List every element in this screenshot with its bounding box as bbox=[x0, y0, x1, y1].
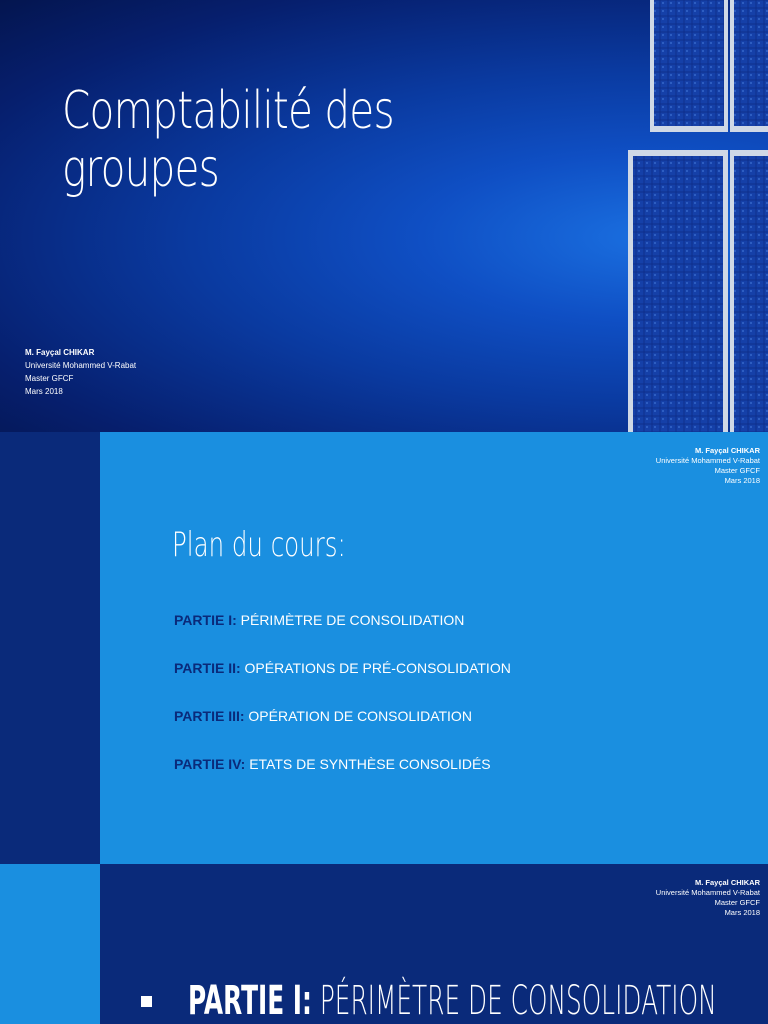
square-bullet-icon bbox=[141, 996, 152, 1007]
part-item bbox=[174, 707, 511, 725]
section-heading-text: PÉRIMÈTRE DE CONSOLIDATION bbox=[311, 978, 717, 1024]
corner-author-block bbox=[656, 446, 760, 486]
author-date: Mars 2018 bbox=[25, 387, 63, 396]
part-text: ETATS DE SYNTHÈSE CONSOLIDÉS bbox=[245, 756, 491, 772]
author-university: Université Mohammed V-Rabat bbox=[25, 361, 137, 370]
part-label: PARTIE II: bbox=[174, 660, 241, 676]
section-heading-label: PARTIE I: bbox=[188, 978, 312, 1024]
author-block bbox=[25, 346, 136, 398]
parts-list bbox=[174, 611, 511, 803]
part-item bbox=[174, 755, 511, 773]
part-label: PARTIE IV: bbox=[174, 756, 246, 772]
section-heading bbox=[188, 977, 717, 1024]
section-slide bbox=[0, 864, 768, 1024]
plan-title: Plan du cours: bbox=[172, 525, 346, 565]
plan-slide bbox=[0, 432, 768, 864]
title-line-1: Comptabilité des bbox=[62, 81, 394, 141]
part-label: PARTIE III: bbox=[174, 708, 245, 724]
author-university: Université Mohammed V-Rabat bbox=[655, 888, 760, 897]
author-name: M. Fayçal CHIKAR bbox=[694, 446, 760, 455]
author-name: M. Fayçal CHIKAR bbox=[25, 348, 95, 357]
author-program: Master GFCF bbox=[714, 898, 760, 907]
author-name: M. Fayçal CHIKAR bbox=[694, 878, 760, 887]
author-date: Mars 2018 bbox=[724, 908, 760, 917]
part-item bbox=[174, 659, 511, 677]
author-program: Master GFCF bbox=[25, 374, 74, 383]
title-line-2: groupes bbox=[62, 139, 220, 199]
solar-panel-image bbox=[628, 0, 768, 432]
part-text: OPÉRATION DE CONSOLIDATION bbox=[244, 708, 472, 724]
title-slide bbox=[0, 0, 768, 432]
corner-author-block bbox=[656, 878, 760, 918]
part-label: PARTIE I: bbox=[174, 612, 237, 628]
author-university: Université Mohammed V-Rabat bbox=[655, 456, 760, 465]
left-strip bbox=[0, 864, 100, 1024]
part-text: OPÉRATIONS DE PRÉ-CONSOLIDATION bbox=[240, 660, 511, 676]
part-text: PÉRIMÈTRE DE CONSOLIDATION bbox=[236, 612, 465, 628]
part-item bbox=[174, 611, 511, 629]
author-date: Mars 2018 bbox=[724, 476, 760, 485]
author-program: Master GFCF bbox=[714, 466, 760, 475]
slide-title bbox=[62, 82, 394, 198]
